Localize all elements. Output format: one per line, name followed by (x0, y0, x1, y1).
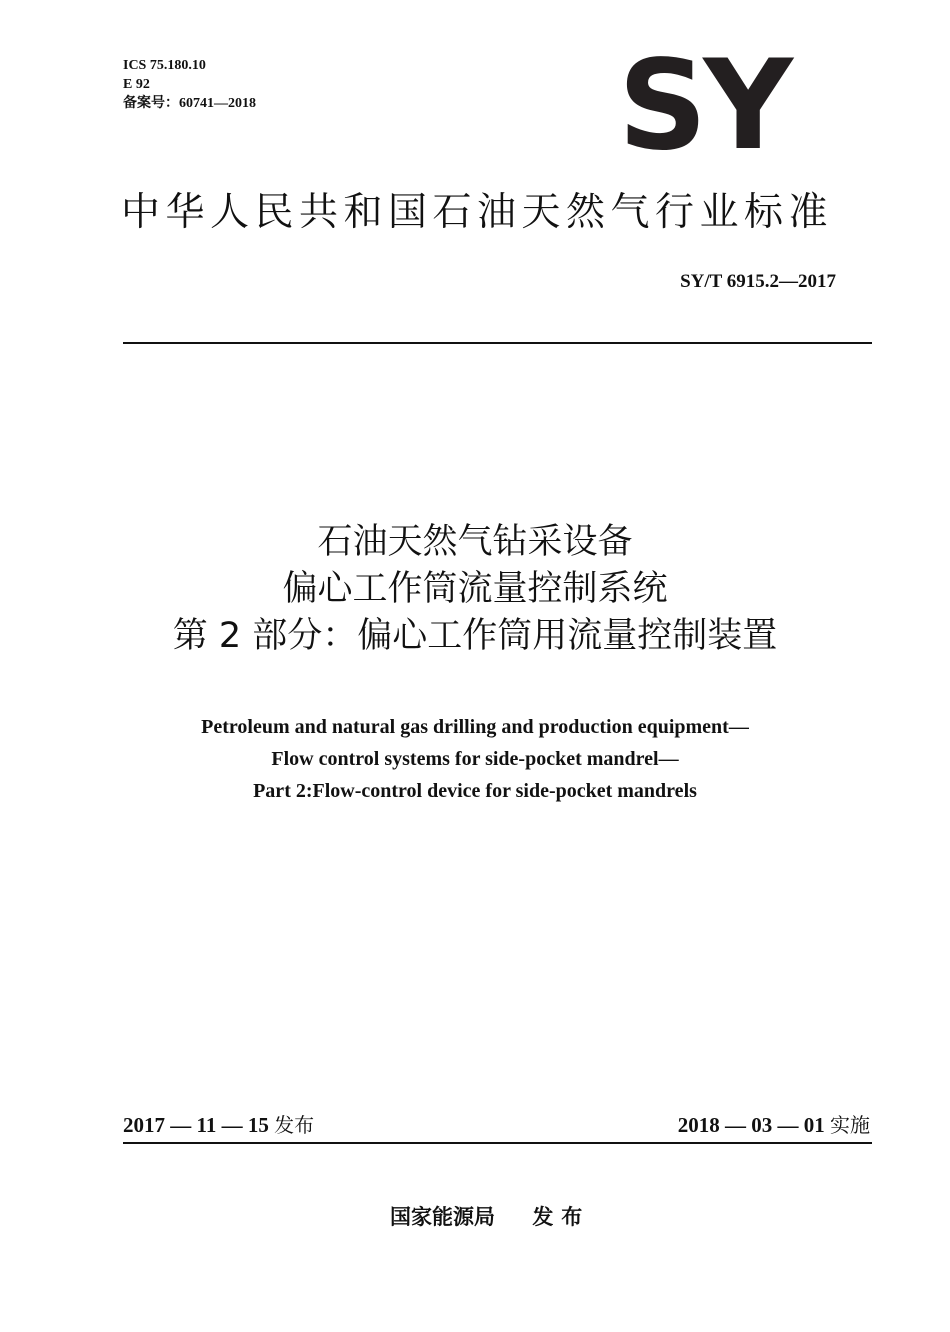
ics-code: ICS 75.180.10 (123, 58, 206, 73)
chinese-title-line-1: 石油天然气钻采设备 (317, 522, 633, 562)
english-title-line-1: Petroleum and natural gas drilling and production equipment— (201, 716, 749, 738)
issue-label: 发布 (274, 1113, 315, 1137)
document-metadata (123, 56, 256, 113)
top-divider (123, 342, 872, 344)
issue-date-block (123, 1112, 314, 1138)
publisher-name: 国家能源局 (390, 1205, 495, 1229)
record-number: 备案号：60741—2018 (123, 96, 256, 111)
standard-number: SY/T 6915.2—2017 (680, 271, 836, 292)
implementation-label: 实施 (830, 1113, 870, 1137)
chinese-title (0, 519, 950, 660)
classification-code: E 92 (123, 77, 150, 92)
sy-logo: SY (618, 34, 790, 178)
english-title-line-2: Flow control systems for side-pocket mandrel— (271, 748, 679, 770)
english-title-line-3: Part 2:Flow-control device for side-pocket mandrels (253, 780, 697, 802)
publisher-verb: 发布 (532, 1205, 591, 1229)
implementation-date-block (678, 1112, 870, 1138)
implementation-date: 2018 — 03 — 01 (677, 1113, 825, 1137)
bottom-divider (123, 1142, 872, 1144)
industry-standard-title: 中华人民共和国石油天然气行业标准 (121, 190, 834, 235)
publisher-block (390, 1203, 590, 1231)
issue-date: 2017 — 11 — 15 (123, 1113, 269, 1137)
chinese-title-line-2: 偏心工作筒流量控制系统 (282, 569, 668, 609)
chinese-title-line-3: 第 2 部分：偏心工作筒用流量控制装置 (172, 616, 778, 656)
english-title (0, 711, 950, 807)
